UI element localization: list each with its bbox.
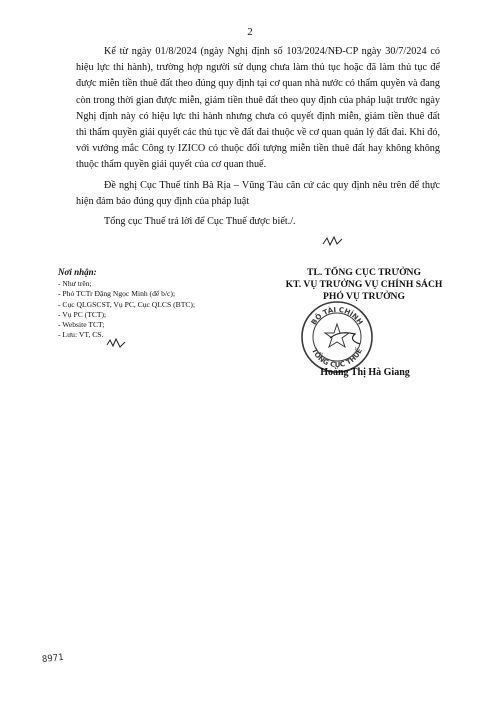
recipients-title: Nơi nhận:	[58, 267, 97, 277]
paragraph-2: Đề nghị Cục Thuế tỉnh Bà Rịa – Vũng Tàu căn cứ các quy định nêu trên để thực hiện đảm bảo đúng quy định của pháp luật	[76, 179, 440, 207]
recipient-item: - Cục QLGSCST, Vụ PC, Cục QLCS (BTC);	[58, 299, 196, 309]
official-seal	[300, 300, 374, 374]
seal-bottom-text: TỔNG CỤC THUẾ	[309, 347, 365, 370]
signature-block	[266, 267, 462, 303]
signature-line-2: KT. VỤ TRƯỞNG VỤ CHÍNH SÁCH	[285, 279, 443, 290]
recipient-item: - Như trên;	[58, 279, 92, 289]
paragraph-1: Kể từ ngày 01/8/2024 (ngày Nghị định số 103/2024/NĐ-CP ngày 30/7/2024 có hiệu lực thi hành), trường hợp người sử dụng chưa làm thủ tục hoặc đã làm thủ tục để được miễn tiền thuê đất theo đúng quy định tại cơ quan nhà nước có thẩm quyền và đang còn trong thời gian được miễn, giảm tiền thuê đất theo quy định của pháp luật trước ngày Nghị định này có hiệu lực thi hành nhưng chưa có quyết định miễn, giảm tiền thuê đất thì thẩm quyền giải quyết các thủ tục về đất đai thuộc về cơ quan quản lý đất đai. Khi đó, với vướng mắc Công ty IZICO có thuộc đối tượng miễn tiền thuê đất hay không không thuộc thẩm quyền giải quyết của cơ quan thuế.	[76, 46, 440, 171]
handwritten-note: 8971	[41, 652, 65, 666]
body-text	[76, 44, 440, 230]
page-number: 2	[247, 26, 253, 38]
seal-top-text: BỘ TÀI CHÍNH	[309, 305, 365, 327]
signature-line-1: TL. TỔNG CỤC TRƯỞNG	[307, 267, 421, 278]
recipient-item: - Lưu: VT, CS.	[58, 330, 104, 340]
recipient-item: - Website TCT;	[58, 320, 105, 330]
recipients-block	[58, 267, 218, 340]
signer-name: Hoàng Thị Hà Giang	[320, 367, 410, 378]
initial-scribble-2	[106, 337, 128, 349]
initial-scribble-1	[322, 235, 344, 247]
recipient-item: - Vụ PC (TCT);	[58, 309, 107, 319]
paragraph-3: Tổng cục Thuế trả lời để Cục Thuế được biết./.	[104, 216, 296, 228]
recipient-item: - Phó TCTr Đặng Ngọc Minh (để b/c);	[58, 289, 176, 299]
signature-line-3: PHÓ VỤ TRƯỞNG	[323, 291, 405, 302]
